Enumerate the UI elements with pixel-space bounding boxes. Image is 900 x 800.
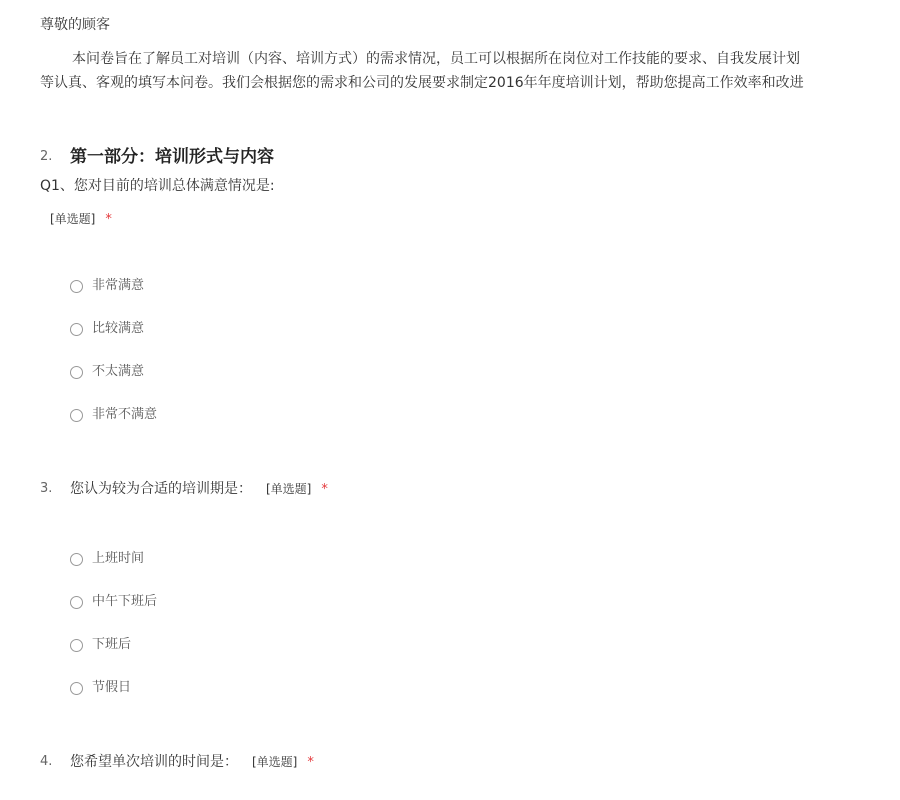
radio-button[interactable] (70, 366, 83, 379)
question-3-title (70, 479, 328, 500)
option-label: 不太满意 (92, 364, 145, 379)
option-very-dissatisfied[interactable] (70, 405, 157, 425)
option-label: 节假日 (92, 680, 132, 695)
option-label: 比较满意 (92, 321, 145, 336)
section-title: 第一部分：培训形式与内容 (70, 147, 274, 167)
required-marker: * (105, 212, 112, 227)
question-1-meta (50, 208, 112, 228)
question-type-tag: [单选题] (50, 212, 96, 226)
option-after-work[interactable] (70, 635, 131, 655)
option-holidays[interactable] (70, 678, 131, 698)
option-very-satisfied[interactable] (70, 276, 144, 296)
radio-button[interactable] (70, 596, 83, 609)
option-label: 非常满意 (92, 278, 145, 293)
option-label: 下班后 (92, 637, 132, 652)
required-marker: * (307, 755, 314, 770)
question-1-text: Q1、您对目前的培训总体满意情况是: (40, 178, 275, 194)
greeting-text: 尊敬的顾客 (40, 17, 110, 33)
option-work-hours[interactable] (70, 549, 144, 569)
option-label: 非常不满意 (92, 407, 158, 422)
intro-line-2: 等认真、客观的填写本问卷。我们会根据您的需求和公司的发展要求制定2016年年度培训计划，帮助您提高工作效率和改进 (40, 75, 804, 91)
question-3-number: 3. (40, 481, 53, 496)
option-not-very-satisfied[interactable] (70, 362, 144, 382)
option-after-lunch-break[interactable] (70, 592, 157, 612)
radio-button[interactable] (70, 280, 83, 293)
radio-button[interactable] (70, 553, 83, 566)
radio-button[interactable] (70, 409, 83, 422)
question-3-text: 您认为较为合适的培训期是： (70, 481, 252, 497)
question-type-tag: [单选题] (252, 755, 298, 769)
survey-intro (40, 47, 900, 95)
radio-button[interactable] (70, 639, 83, 652)
intro-line-1: 本问卷旨在了解员工对培训（内容、培训方式）的需求情况，员工可以根据所在岗位对工作技能的要求、自我发展计划 (72, 51, 800, 67)
question-4-number: 4. (40, 754, 53, 769)
question-4-text: 您希望单次培训的时间是： (70, 754, 238, 770)
option-fairly-satisfied[interactable] (70, 319, 144, 339)
question-4-title (70, 752, 314, 773)
option-label: 中午下班后 (92, 594, 158, 609)
radio-button[interactable] (70, 682, 83, 695)
question-type-tag: [单选题] (266, 482, 312, 496)
section-number: 2. (40, 149, 53, 164)
required-marker: * (321, 482, 328, 497)
option-label: 上班时间 (92, 551, 145, 566)
radio-button[interactable] (70, 323, 83, 336)
